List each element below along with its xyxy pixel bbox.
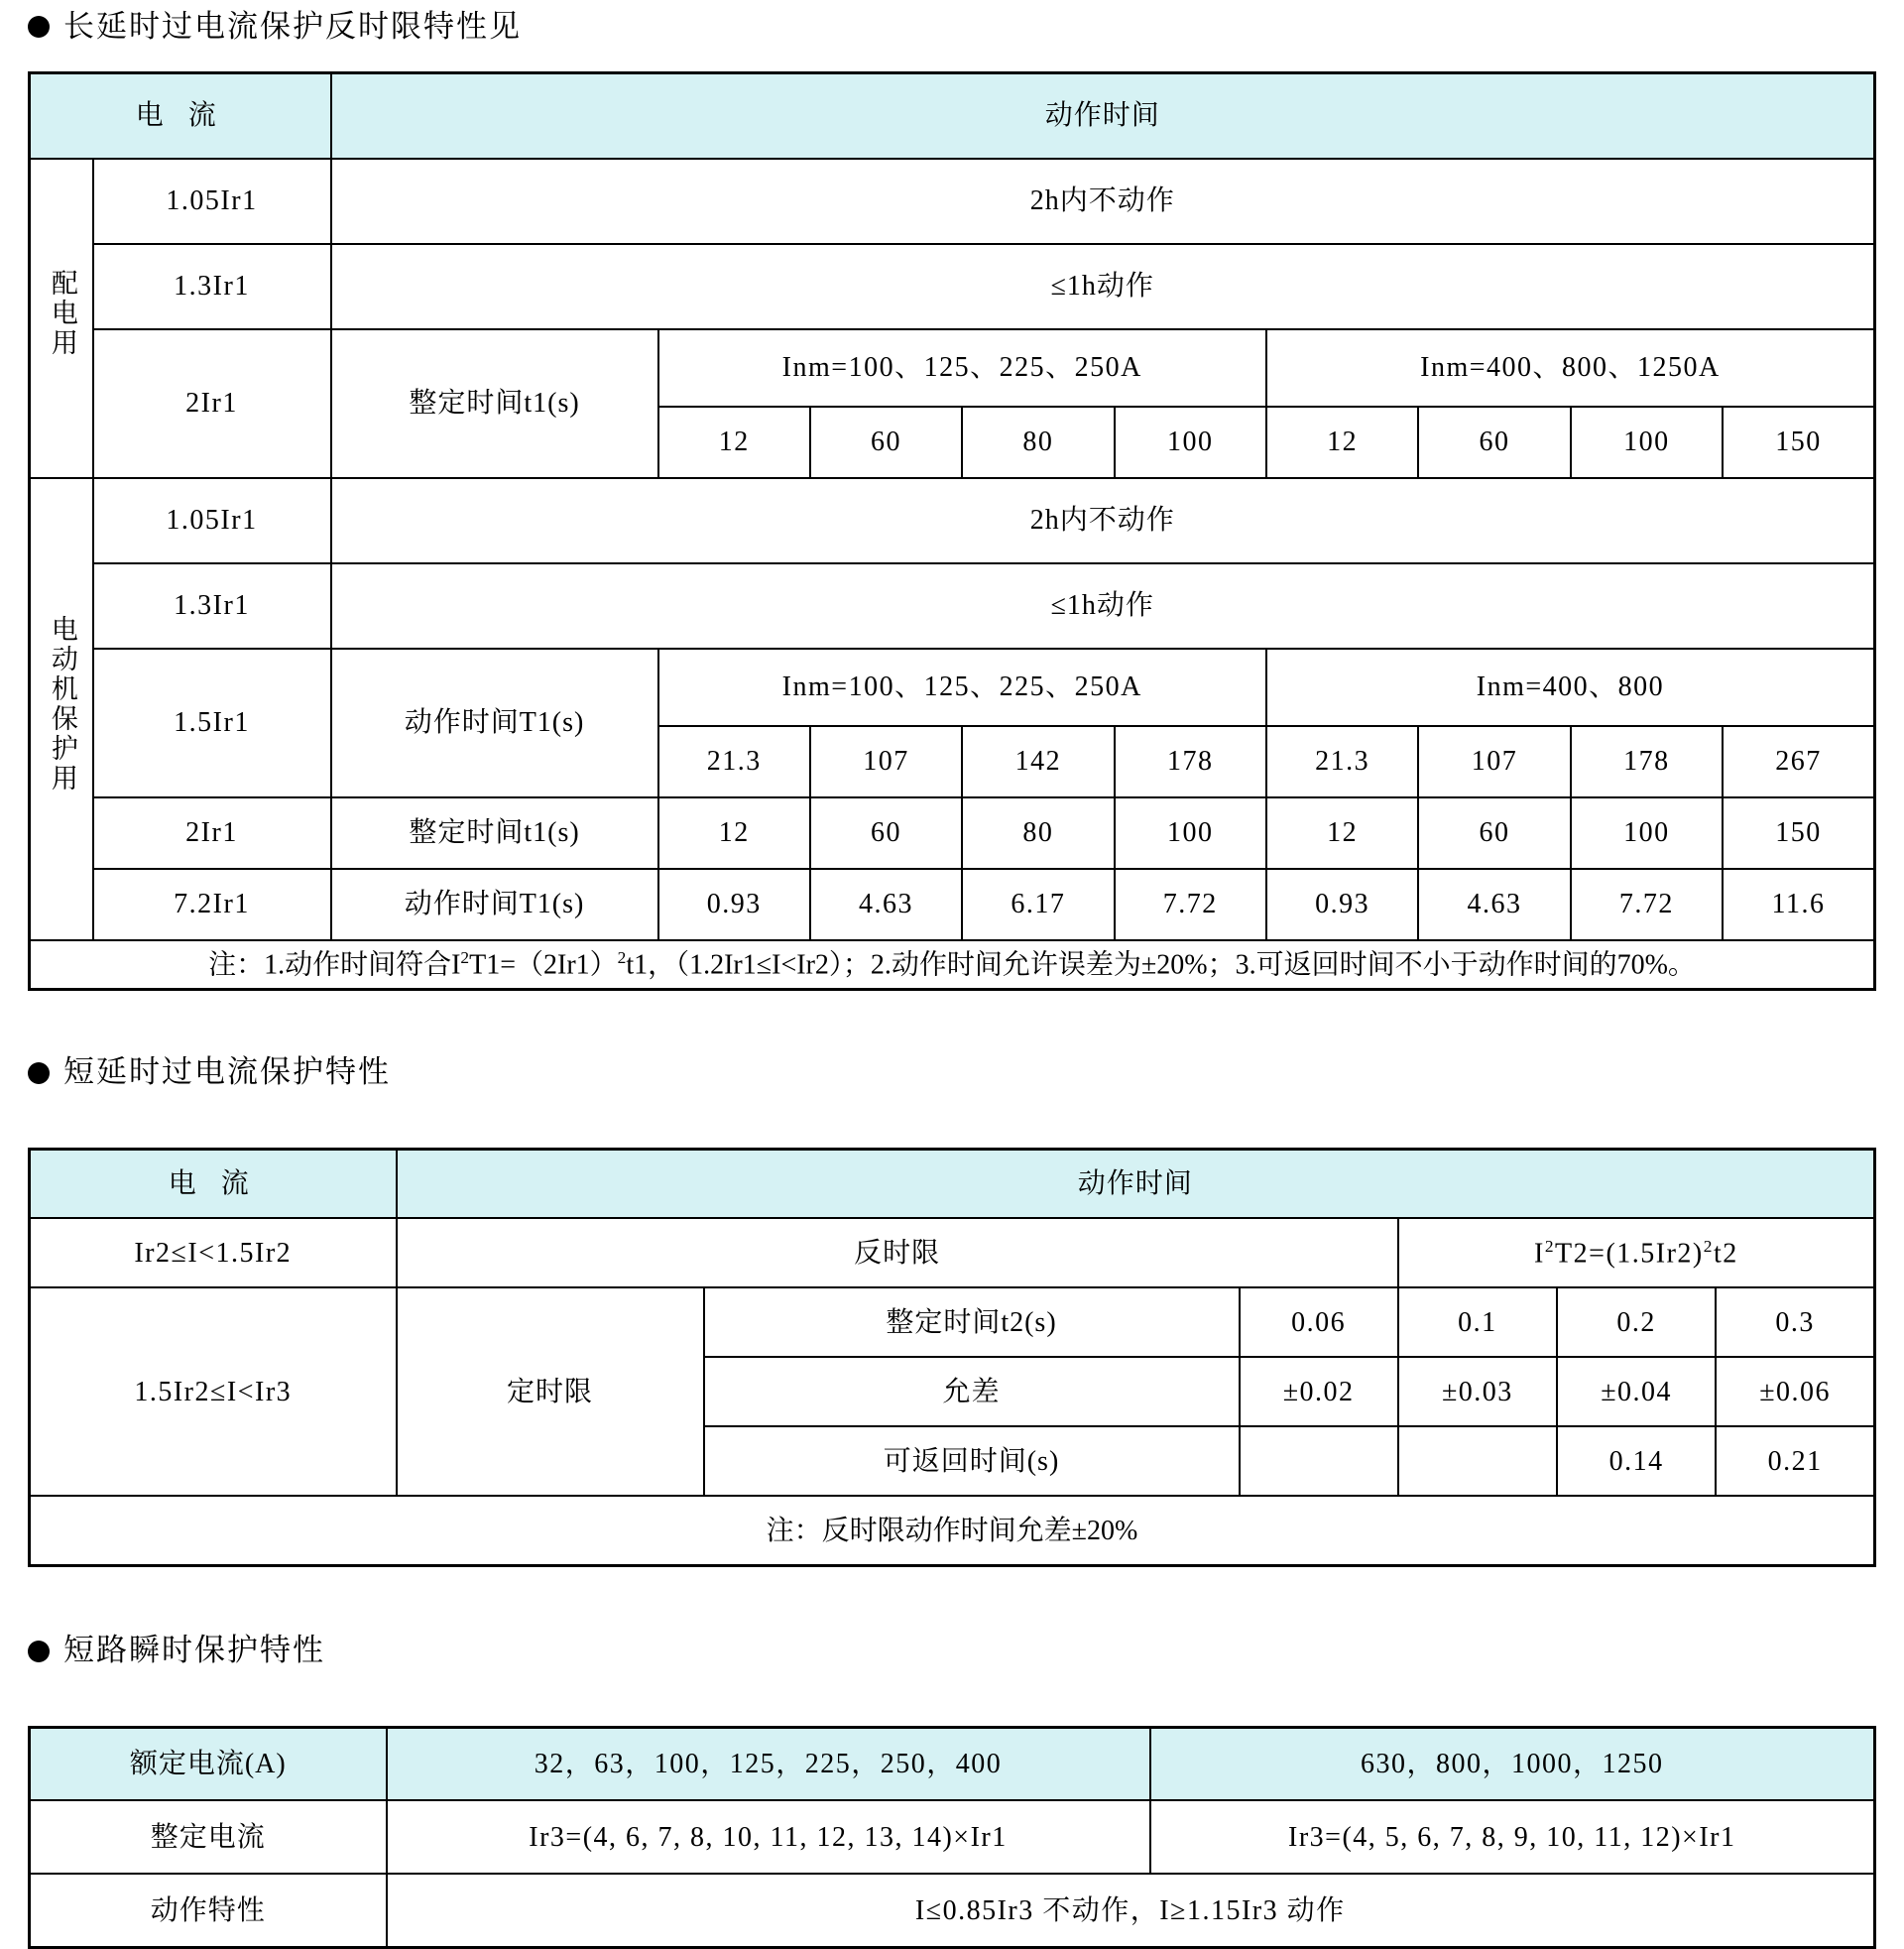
note-sup-b: 2: [617, 947, 627, 967]
cell-value: [1240, 1426, 1398, 1496]
cell-value: 100: [1571, 407, 1723, 478]
section-heading-label: 长延时过电流保护反时限特性见: [63, 8, 522, 45]
cell-value: 0.06: [1240, 1287, 1398, 1357]
table-note-row: [30, 940, 1875, 990]
cell-inm-right: Inm=400、800: [1266, 649, 1875, 726]
filled-circle-bullet-icon: [28, 1641, 50, 1662]
cell-current-range: 1.5Ir2≤I<Ir3: [30, 1287, 397, 1496]
cell-current: 1.05Ir1: [93, 478, 331, 563]
table-row: [30, 244, 1875, 329]
section-heading-long-delay: [28, 4, 1876, 50]
cell-value: 2h内不动作: [331, 478, 1875, 563]
cell-value: 12: [658, 407, 810, 478]
header-current: 电 流: [30, 1149, 397, 1218]
cell-current: 1.5Ir1: [93, 649, 331, 797]
section-heading-label: 短路瞬时保护特性: [63, 1633, 325, 1669]
cell-value: 142: [962, 726, 1114, 797]
cell-value: 4.63: [810, 869, 962, 940]
cell-value: 60: [1418, 797, 1570, 869]
filled-circle-bullet-icon: [28, 16, 50, 38]
cell-current-range: Ir2≤I<1.5Ir2: [30, 1218, 397, 1287]
formula-part-c: t2: [1713, 1237, 1738, 1269]
cell-value: 178: [1571, 726, 1723, 797]
cell-value: 11.6: [1723, 869, 1874, 940]
cell-operating-characteristic: I≤0.85Ir3 不动作，I≥1.15Ir3 动作: [387, 1874, 1875, 1947]
cell-inm-right: Inm=400、800、1250A: [1266, 329, 1875, 407]
long-delay-characteristics-table: [28, 71, 1876, 991]
cell-current: 1.3Ir1: [93, 244, 331, 329]
table-header-row: [30, 73, 1875, 159]
cell-value: 7.72: [1571, 869, 1723, 940]
cell-value: 12: [1266, 797, 1418, 869]
cell-value: ≤1h动作: [331, 244, 1875, 329]
cell-value: 21.3: [1266, 726, 1418, 797]
table-note-row: [30, 1496, 1875, 1565]
header-operating-time: 动作时间: [397, 1149, 1875, 1218]
cell-value: 100: [1571, 797, 1723, 869]
cell-value: ±0.06: [1716, 1357, 1874, 1426]
header-current: 电 流: [30, 73, 331, 159]
cell-formula: [1398, 1218, 1875, 1287]
cell-value: ±0.04: [1557, 1357, 1716, 1426]
cell-setting-current-right: Ir3=(4, 5, 6, 7, 8, 9, 10, 11, 12)×Ir1: [1150, 1800, 1875, 1874]
cell-type: 反时限: [397, 1218, 1398, 1287]
filled-circle-bullet-icon: [28, 1062, 50, 1084]
cell-value: 107: [1418, 726, 1570, 797]
section-heading-label: 短延时过电流保护特性: [63, 1054, 391, 1091]
table-row: [30, 563, 1875, 649]
cell-value: 2h内不动作: [331, 159, 1875, 244]
cell-current: 2Ir1: [93, 329, 331, 478]
formula-sup-a: 2: [1544, 1236, 1556, 1256]
section-heading-instantaneous: [28, 1629, 1876, 1674]
table-row: [30, 329, 1875, 407]
cell-value: 60: [810, 797, 962, 869]
instantaneous-protection-table: [28, 1726, 1876, 1949]
cell-time-label: 整定时间t1(s): [331, 797, 658, 869]
cell-value: 80: [962, 407, 1114, 478]
cell-value: 60: [810, 407, 962, 478]
table-note: 注：反时限动作时间允差±20%: [30, 1496, 1875, 1565]
table-row: [30, 797, 1875, 869]
group-label-motor: 电动机保护用: [30, 478, 93, 940]
cell-rated-current-left: 32，63，100，125，225，250，400: [387, 1727, 1150, 1800]
cell-row-label: 整定时间t2(s): [704, 1287, 1240, 1357]
cell-time-label: 动作时间T1(s): [331, 869, 658, 940]
note-text-a: 注：1.动作时间符合I: [208, 948, 461, 980]
table-row: [30, 1218, 1875, 1287]
cell-value: ≤1h动作: [331, 563, 1875, 649]
header-operating-time: 动作时间: [331, 73, 1875, 159]
cell-value: 7.72: [1115, 869, 1266, 940]
cell-value: 60: [1418, 407, 1570, 478]
cell-value: 100: [1115, 407, 1266, 478]
table-note: [30, 940, 1875, 990]
cell-value: 0.3: [1716, 1287, 1874, 1357]
table-row: [30, 649, 1875, 726]
formula-part-a: I: [1534, 1237, 1545, 1269]
row-label-rated-current: 额定电流(A): [30, 1727, 387, 1800]
formula-part-b: T2=(1.5Ir2): [1555, 1237, 1704, 1269]
row-label-setting-current: 整定电流: [30, 1800, 387, 1874]
cell-current: 2Ir1: [93, 797, 331, 869]
cell-value: 6.17: [962, 869, 1114, 940]
cell-type: 定时限: [397, 1287, 704, 1496]
cell-value: 267: [1723, 726, 1874, 797]
cell-rated-current-right: 630，800，1000，1250: [1150, 1727, 1875, 1800]
cell-value: 0.93: [1266, 869, 1418, 940]
cell-row-label: 可返回时间(s): [704, 1426, 1240, 1496]
table-row: [30, 869, 1875, 940]
cell-current: 7.2Ir1: [93, 869, 331, 940]
note-text-b: T1=（2Ir1）: [469, 948, 618, 980]
table-row: [30, 1287, 1875, 1357]
cell-value: [1398, 1426, 1557, 1496]
cell-row-label: 允差: [704, 1357, 1240, 1426]
note-sup-a: 2: [460, 947, 470, 967]
cell-value: 0.2: [1557, 1287, 1716, 1357]
cell-value: 0.14: [1557, 1426, 1716, 1496]
cell-value: 150: [1723, 797, 1874, 869]
cell-current: 1.3Ir1: [93, 563, 331, 649]
table-header-row: [30, 1149, 1875, 1218]
cell-value: ±0.03: [1398, 1357, 1557, 1426]
table-row: [30, 478, 1875, 563]
cell-time-label: 整定时间t1(s): [331, 329, 658, 478]
cell-value: 21.3: [658, 726, 810, 797]
note-text-c: t1，（1.2Ir1≤I<Ir2）；2.动作时间允许误差为±20%；3.可返回时间不小于动作时间的70%。: [626, 948, 1696, 980]
table-row: [30, 1800, 1875, 1874]
cell-value: 0.1: [1398, 1287, 1557, 1357]
cell-value: 12: [658, 797, 810, 869]
formula-sup-b: 2: [1703, 1236, 1714, 1256]
cell-time-label: 动作时间T1(s): [331, 649, 658, 797]
cell-value: 107: [810, 726, 962, 797]
cell-value: 178: [1115, 726, 1266, 797]
section-heading-short-delay: [28, 1050, 1876, 1096]
table-header-row: [30, 1727, 1875, 1800]
cell-value: ±0.02: [1240, 1357, 1398, 1426]
cell-setting-current-left: Ir3=(4, 6, 7, 8, 10, 11, 12, 13, 14)×Ir1: [387, 1800, 1150, 1874]
cell-value: 12: [1266, 407, 1418, 478]
cell-value: 4.63: [1418, 869, 1570, 940]
cell-inm-left: Inm=100、125、225、250A: [658, 649, 1266, 726]
cell-value: 80: [962, 797, 1114, 869]
cell-current: 1.05Ir1: [93, 159, 331, 244]
cell-value: 150: [1723, 407, 1874, 478]
table-row: [30, 159, 1875, 244]
short-delay-characteristics-table: [28, 1148, 1876, 1567]
cell-value: 0.21: [1716, 1426, 1874, 1496]
table-row: [30, 1874, 1875, 1947]
cell-value: 100: [1115, 797, 1266, 869]
cell-value: 0.93: [658, 869, 810, 940]
row-label-operating-characteristic: 动作特性: [30, 1874, 387, 1947]
group-label-distribution: 配电用: [30, 159, 93, 478]
cell-inm-left: Inm=100、125、225、250A: [658, 329, 1266, 407]
